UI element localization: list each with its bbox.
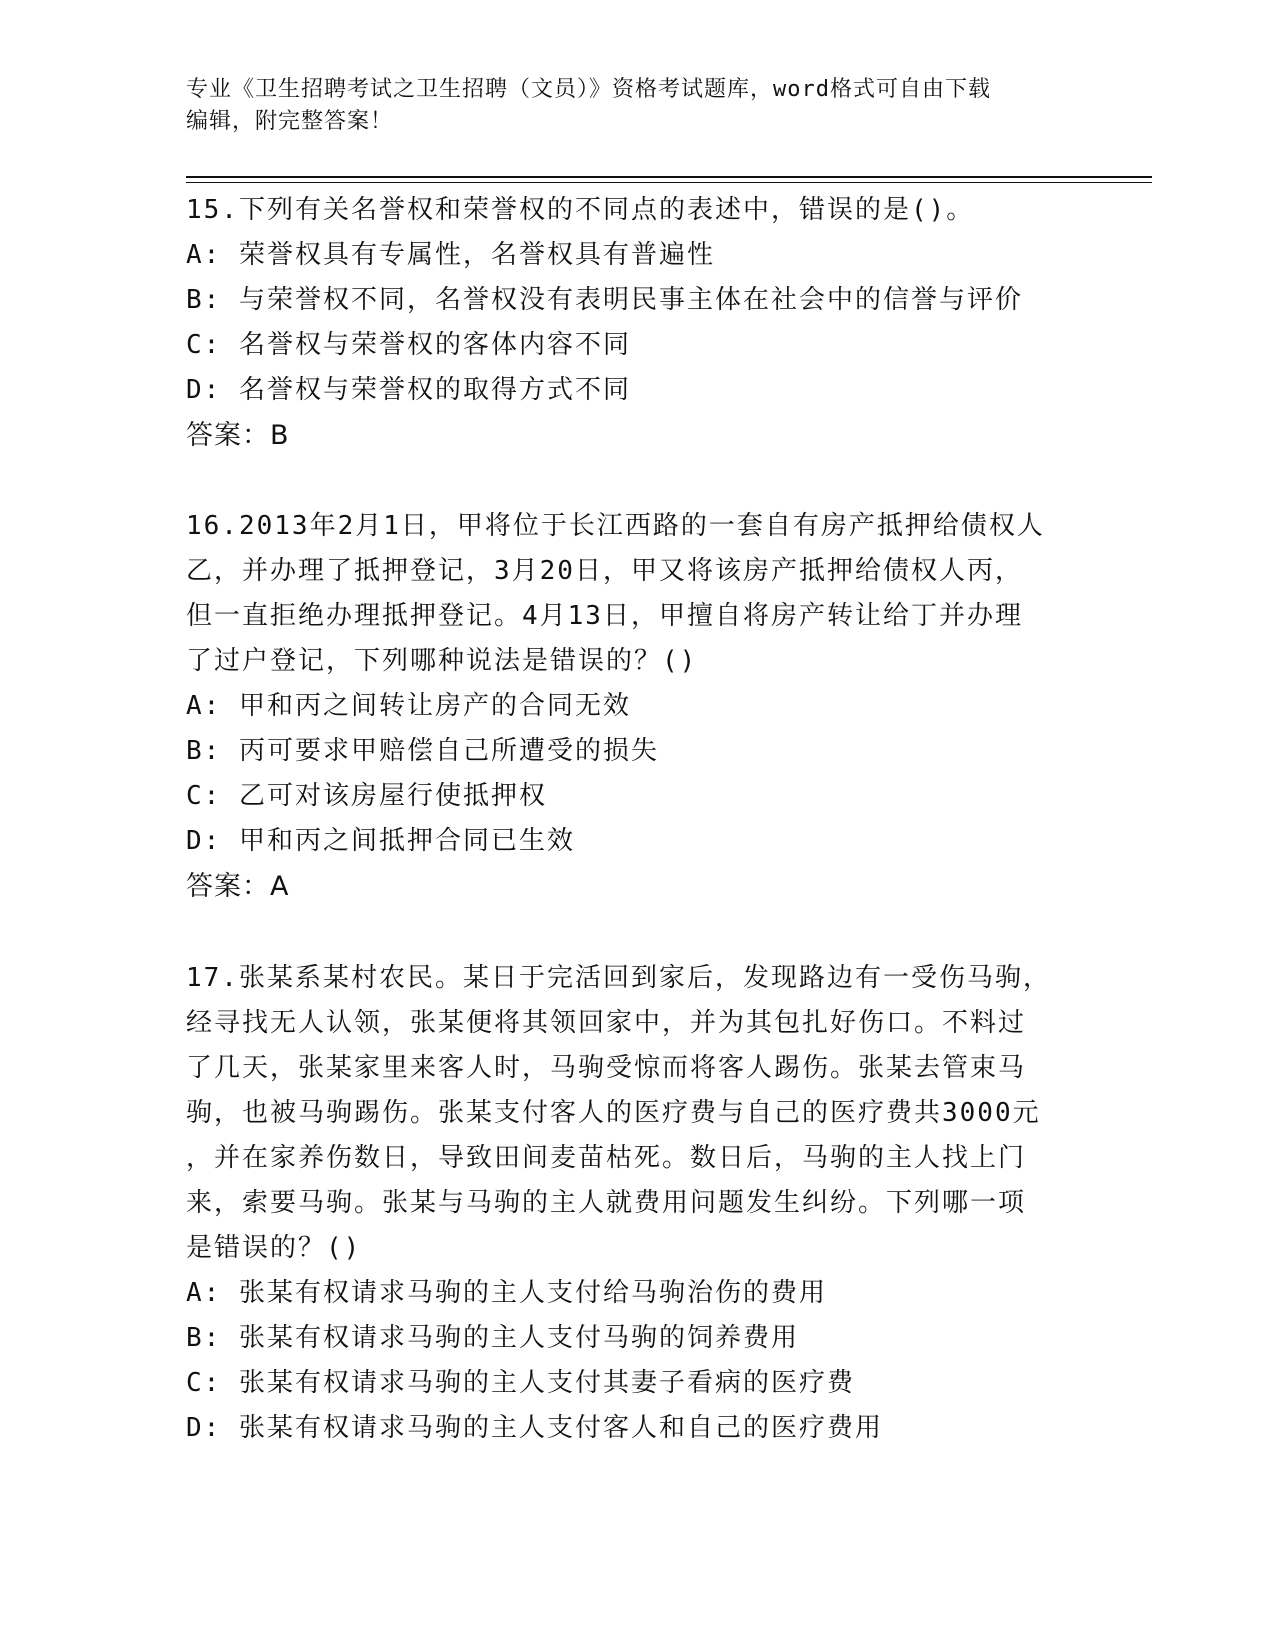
option-c: C: 乙可对该房屋行使抵押权 bbox=[186, 781, 547, 811]
option-d: D: 张某有权请求马驹的主人支付客人和自己的医疗费用 bbox=[186, 1413, 883, 1443]
question-stem: 15.下列有关名誉权和荣誉权的不同点的表述中，错误的是()。 bbox=[186, 195, 975, 225]
option-a: A: 甲和丙之间转让房产的合同无效 bbox=[186, 691, 631, 721]
option-b: B: 丙可要求甲赔偿自己所遭受的损失 bbox=[186, 736, 659, 766]
option-d: D: 名誉权与荣誉权的取得方式不同 bbox=[186, 375, 631, 405]
header-line-2: 编辑，附完整答案！ bbox=[186, 109, 394, 134]
question-stem: 16.2013年2月1日，甲将位于长江西路的一套自有房产抵押给债权人 乙，并办理了抵押登记，3月20日，甲又将该房产抵押给债权人丙， 但一直拒绝办理抵押登记。4月13日，甲擅自将房产转让给丁并办理 了过户登记，下列哪种说法是错误的？() bbox=[186, 511, 1045, 676]
answer-label: 答案：B bbox=[186, 420, 290, 451]
header-divider-thick bbox=[186, 176, 1152, 178]
option-b: B: 与荣誉权不同，名誉权没有表明民事主体在社会中的信誉与评价 bbox=[186, 285, 1023, 315]
option-a: A: 张某有权请求马驹的主人支付给马驹治伤的费用 bbox=[186, 1278, 827, 1308]
option-b: B: 张某有权请求马驹的主人支付马驹的饲养费用 bbox=[186, 1323, 799, 1353]
header-line-1: 专业《卫生招聘考试之卫生招聘（文员）》资格考试题库，word格式可自由下载 bbox=[186, 77, 991, 102]
option-c: C: 名誉权与荣誉权的客体内容不同 bbox=[186, 330, 631, 360]
question-16 bbox=[186, 504, 1086, 909]
document-header bbox=[186, 74, 1066, 138]
question-17 bbox=[186, 956, 1086, 1451]
option-d: D: 甲和丙之间抵押合同已生效 bbox=[186, 826, 575, 856]
question-15 bbox=[186, 188, 1086, 458]
option-c: C: 张某有权请求马驹的主人支付其妻子看病的医疗费 bbox=[186, 1368, 855, 1398]
answer-label: 答案：A bbox=[186, 871, 290, 902]
header-divider-thin bbox=[186, 182, 1152, 183]
option-a: A: 荣誉权具有专属性，名誉权具有普遍性 bbox=[186, 240, 715, 270]
question-stem: 17.张某系某村农民。某日于完活回到家后，发现路边有一受伤马驹， 经寻找无人认领，张某便将其领回家中，并为其包扎好伤口。不料过 了几天，张某家里来客人时，马驹受惊而将客人踢伤。张某去管束马 驹，也被马驹踢伤。张某支付客人的医疗费与自己的医疗费共3000元 ，并在家养伤数日，导致田间麦苗枯死。数日后，马驹的主人找上门 来，索要马驹。张某与马驹的主人就费用问题发生纠纷。下列哪一项 是错误的？() bbox=[186, 963, 1051, 1263]
